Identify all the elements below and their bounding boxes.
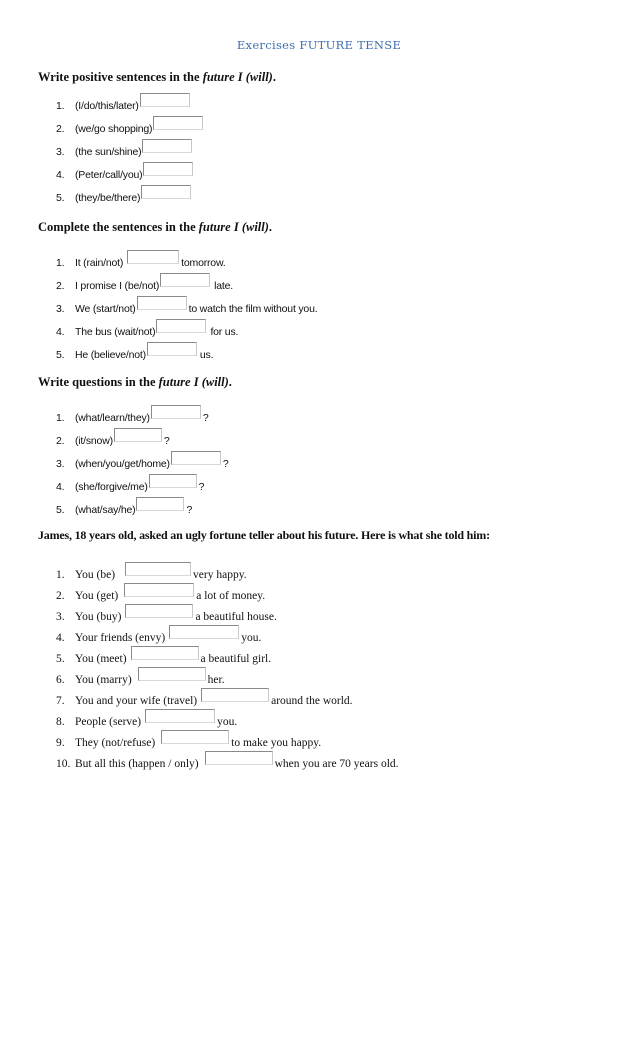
item-continuation: a beautiful girl. — [200, 653, 272, 665]
section1-heading-text: Write positive sentences in the — [38, 70, 203, 84]
answer-box[interactable] — [114, 428, 162, 442]
answer-box[interactable] — [149, 474, 197, 488]
item-number: 5. — [56, 504, 65, 516]
section3-item-3 — [56, 454, 228, 470]
item-number: 1. — [56, 412, 65, 424]
item-continuation: to watch the film without you. — [188, 303, 318, 315]
answer-box[interactable] — [141, 185, 191, 199]
item-prompt: You (marry) — [75, 674, 132, 686]
item-continuation: tomorrow. — [181, 257, 226, 269]
item-prompt: (I/do/this/later) — [75, 100, 139, 112]
section1-heading — [38, 70, 276, 85]
item-continuation: very happy. — [193, 569, 247, 581]
section1-item-1 — [56, 96, 192, 112]
page-title: Exercises FUTURE TENSE — [236, 38, 402, 52]
section4-item-10 — [56, 754, 399, 770]
item-prompt: (what/learn/they) — [75, 412, 150, 424]
item-prompt: (the sun/shine) — [75, 146, 142, 158]
answer-box[interactable] — [145, 709, 215, 723]
section4-item-1 — [56, 565, 247, 581]
answer-box[interactable] — [136, 497, 184, 511]
item-continuation: a beautiful house. — [195, 611, 277, 623]
answer-box[interactable] — [160, 273, 210, 287]
item-prompt: He (believe/not) — [75, 349, 146, 361]
answer-box[interactable] — [161, 730, 229, 744]
section2-heading-text: Complete the sentences in the — [38, 220, 199, 234]
item-prompt: (they/be/there) — [75, 192, 141, 204]
section2-item-2 — [56, 276, 233, 292]
item-continuation: ? — [222, 458, 229, 470]
item-number: 4. — [56, 169, 65, 181]
section3-heading-suffix: . — [228, 375, 232, 389]
item-continuation: to make you happy. — [231, 737, 322, 749]
item-number: 3. — [56, 458, 65, 470]
item-number: 7. — [56, 695, 65, 707]
item-prompt: The bus (wait/not) — [75, 326, 156, 338]
section1-heading-italic: future I (will) — [202, 70, 273, 84]
item-prompt: You (get) — [75, 590, 119, 602]
section3-item-4 — [56, 477, 204, 493]
answer-box[interactable] — [137, 296, 187, 310]
section3-heading-italic: future I (will) — [158, 375, 229, 389]
item-number: 2. — [56, 280, 65, 292]
item-number: 6. — [56, 674, 65, 686]
answer-box[interactable] — [143, 162, 193, 176]
answer-box[interactable] — [151, 405, 201, 419]
item-prompt: I promise I (be/not) — [75, 280, 160, 292]
item-prompt: (Peter/call/you) — [75, 169, 143, 181]
answer-box[interactable] — [171, 451, 221, 465]
item-number: 3. — [56, 611, 65, 623]
item-number: 3. — [56, 146, 65, 158]
item-continuation: her. — [207, 674, 225, 686]
item-number: 9. — [56, 737, 65, 749]
section2-item-1 — [56, 253, 225, 269]
answer-box[interactable] — [142, 139, 192, 153]
answer-box[interactable] — [125, 562, 191, 576]
item-number: 10. — [56, 758, 71, 770]
answer-box[interactable] — [201, 688, 269, 702]
item-prompt: (it/snow) — [75, 435, 113, 447]
section1-item-2 — [56, 119, 205, 135]
item-number: 1. — [56, 569, 65, 581]
section1-item-4 — [56, 165, 195, 181]
item-prompt: You (be) — [75, 569, 116, 581]
section3-item-1 — [56, 408, 208, 424]
section2-item-4 — [56, 322, 238, 338]
item-continuation: ? — [198, 481, 205, 493]
item-continuation: ? — [202, 412, 209, 424]
item-prompt: We (start/not) — [75, 303, 136, 315]
section4-item-3 — [56, 607, 277, 623]
item-continuation: you. — [241, 632, 262, 644]
answer-box[interactable] — [147, 342, 197, 356]
item-prompt: It (rain/not) — [75, 257, 124, 269]
item-continuation: ? — [186, 504, 193, 516]
section2-heading — [38, 220, 272, 235]
answer-box[interactable] — [169, 625, 239, 639]
section2-item-3 — [56, 299, 317, 315]
section2-item-5 — [56, 345, 213, 361]
item-number: 1. — [56, 257, 65, 269]
item-continuation: ? — [163, 435, 170, 447]
section4-item-4 — [56, 628, 261, 644]
item-prompt: You and your wife (travel) — [75, 695, 198, 707]
item-prompt: Your friends (envy) — [75, 632, 166, 644]
item-prompt: (she/forgive/me) — [75, 481, 148, 493]
item-number: 2. — [56, 590, 65, 602]
item-number: 4. — [56, 481, 65, 493]
section4-heading: James, 18 years old, asked an ugly fortune teller about his future. Here is what she told him: — [38, 528, 490, 542]
section4-item-2 — [56, 586, 265, 602]
item-prompt: People (serve) — [75, 716, 142, 728]
section3-heading — [38, 375, 232, 390]
item-continuation: a lot of money. — [196, 590, 266, 602]
item-number: 4. — [56, 632, 65, 644]
section4-item-8 — [56, 712, 237, 728]
answer-box[interactable] — [124, 583, 194, 597]
item-number: 8. — [56, 716, 65, 728]
item-continuation: you. — [217, 716, 238, 728]
section1-item-3 — [56, 142, 194, 158]
item-number: 2. — [56, 123, 65, 135]
item-prompt: You (buy) — [75, 611, 122, 623]
item-continuation: late. — [214, 280, 233, 292]
answer-box[interactable] — [131, 646, 199, 660]
section3-item-2 — [56, 431, 170, 447]
section4-item-9 — [56, 733, 321, 749]
section4-item-6 — [56, 670, 225, 686]
item-number: 5. — [56, 349, 65, 361]
item-number: 1. — [56, 100, 65, 112]
item-prompt: (we/go shopping) — [75, 123, 153, 135]
section3-heading-text: Write questions in the — [38, 375, 159, 389]
section4-item-5 — [56, 649, 271, 665]
answer-box[interactable] — [205, 751, 273, 765]
answer-box[interactable] — [140, 93, 190, 107]
section4-item-7 — [56, 691, 353, 707]
item-number: 4. — [56, 326, 65, 338]
section1-item-5 — [56, 188, 193, 204]
item-continuation: us. — [199, 349, 214, 361]
section3-item-5 — [56, 500, 192, 516]
item-prompt: You (meet) — [75, 653, 127, 665]
item-number: 3. — [56, 303, 65, 315]
answer-box[interactable] — [153, 116, 203, 130]
section2-heading-suffix: . — [268, 220, 273, 234]
item-prompt: But all this (happen / only) — [75, 758, 199, 770]
item-prompt: (when/you/get/home) — [75, 458, 170, 470]
item-prompt: (what/say/he) — [75, 504, 136, 516]
answer-box[interactable] — [127, 250, 179, 264]
answer-box[interactable] — [138, 667, 206, 681]
item-continuation: for us. — [210, 326, 239, 338]
item-continuation: when you are 70 years old. — [274, 758, 399, 770]
answer-box[interactable] — [156, 319, 206, 333]
item-number: 5. — [56, 653, 65, 665]
section1-heading-suffix: . — [272, 70, 276, 84]
item-number: 2. — [56, 435, 65, 447]
section2-heading-italic: future I (will) — [198, 220, 269, 234]
item-number: 5. — [56, 192, 65, 204]
item-continuation: around the world. — [271, 695, 353, 707]
item-prompt: They (not/refuse) — [75, 737, 156, 749]
answer-box[interactable] — [125, 604, 193, 618]
